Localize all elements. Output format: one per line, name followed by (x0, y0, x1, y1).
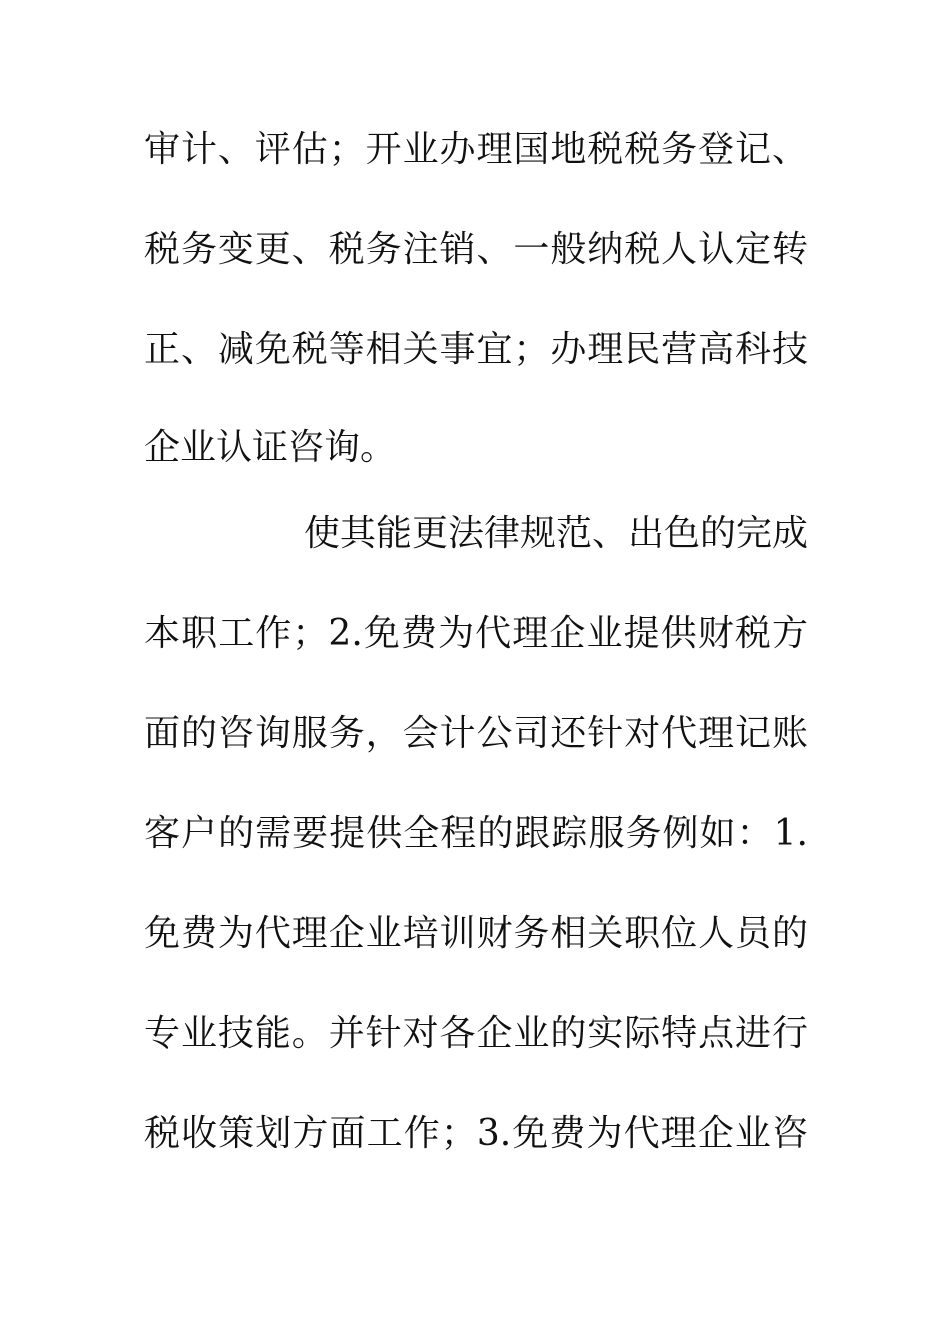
text-line-1: 审计、评估；开业办理国地税税务登记、 (144, 129, 808, 170)
text-line-10: 专业技能。并针对各企业的实际特点进行 (144, 1013, 808, 1054)
text-line-11: 税收策划方面工作；3.免费为代理企业咨 (144, 1113, 808, 1154)
text-line-9: 免费为代理企业培训财务相关职位人员的 (144, 913, 808, 954)
text-line-8: 客户的需要提供全程的跟踪服务例如：1. (144, 813, 808, 854)
text-line-6: 本职工作；2.免费为代理企业提供财税方 (144, 613, 808, 654)
text-line-5: 使其能更法律规范、出色的完成 (304, 513, 809, 554)
text-line-7: 面的咨询服务，会计公司还针对代理记账 (144, 713, 808, 754)
text-line-3: 正、减免税等相关事宜；办理民营高科技 (144, 329, 808, 370)
text-line-2: 税务变更、税务注销、一般纳税人认定转 (144, 229, 808, 270)
text-line-4: 企业认证咨询。 (144, 427, 397, 468)
